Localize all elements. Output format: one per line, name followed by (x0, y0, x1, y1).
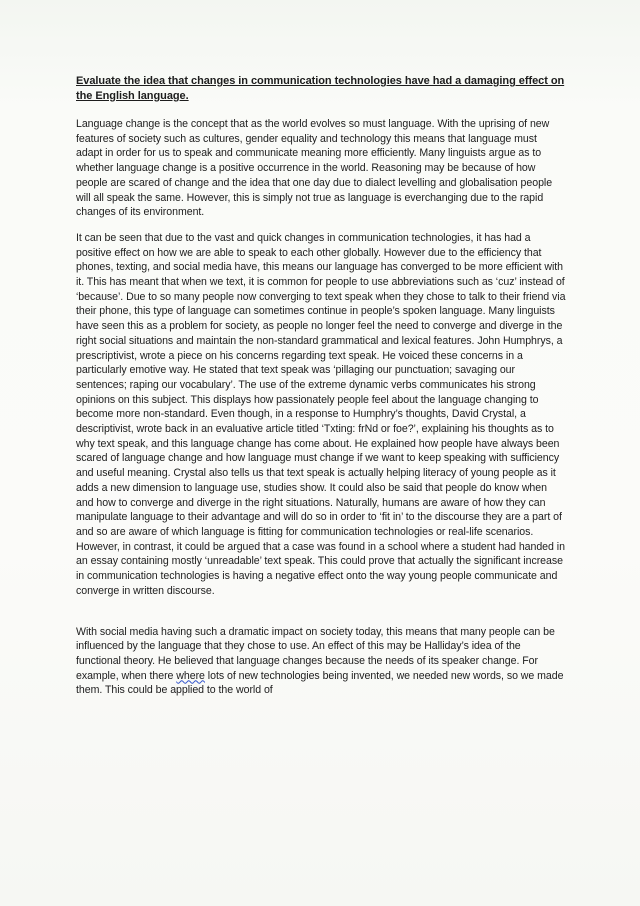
spellcheck-flagged-word: where (176, 669, 205, 682)
paragraph-1: Language change is the concept that as the world evolves so must language. With the uprising of new features of society such as cultures, gender equality and technology this means that language must adapt in order for us to speak and communicate meaning more efficiently. Many linguists argue as to whether language change is a positive occurrence in the world. Reasoning may be because of how people are scared of change and the idea that one day due to dialect levelling and globalisation people will all speak the same. However, this is simply not true as language is everchanging due to the rapid changes of its environment. (76, 118, 553, 219)
paragraph-2: It can be seen that due to the vast and quick changes in communication technologies, it has had a positive effect on how we are able to speak to each other globally. However due to the efficiency that phones, texting, and social media have, this means our language has converged to be more efficient with it. This has meant that when we text, it is common for people to use abbreviations such as ‘cuz’ instead of ‘because’. Due to so many people now converging to text speak when they chose to talk to their friend via their phone, this type of language can sometimes continue in people’s spoken language. Many linguists have seen this as a problem for society, as people no longer feel the need to converge and diverge in the right social situations and maintain the non-standard grammatical and lexical features. John Humphrys, a prescriptivist, wrote a piece on his concerns regarding text speak. He voiced these concerns in a particularly emotive way. He stated that text speak was ‘pillaging our punctuation; savaging our sentences; raping our vocabulary’. The use of the extreme dynamic verbs communicates his strong opinions on this subject. This displays how passionately people feel about the language changing to become more non-standard. Even though, in a response to Humphry’s thoughts, David Crystal, a descriptivist, wrote back in an evaluative article titled ‘Txting: frNd or foe?’, explaining his thoughts as to why text speak, and this language change has come about. He explained how people have always been scared of language change and how language must change if we want to keep speaking with sufficiency and useful meaning. Crystal also tells us that text speak is actually helping literacy of young people as it adds a new dimension to language use, studies show. It could also be said that people do know when and how to converge and diverge in the right situations. Naturally, humans are aware of how they can manipulate language to their advantage and will do so in order to ‘fit in’ to the discourse they are a part of and so are aware of which language is fitting for communication technologies or real-life scenarios. However, in contrast, it could be argued that a case was found in a school where a student had handed in an essay containing mostly ‘unreadable’ text speak. This could prove that actually the significant increase in communication technologies is having a negative effect onto the way young people communicate and converge in written discourse. (76, 231, 566, 597)
paragraph-3 (76, 625, 566, 699)
essay-document (76, 74, 566, 709)
paragraph-3-text-end: lots of new technologies being invented, we needed new words, so we made them. This could be applied to the world of (76, 669, 564, 697)
essay-title: Evaluate the idea that changes in communication technologies have had a damaging effect on the English language. (76, 75, 565, 102)
paragraph-3-text-start: With social media having such a dramatic impact on society today, this means that many people can be influenced by the language that they chose to use. An effect of this may be Halliday’s idea of the functional theory. He believed that language changes because the needs of its speaker change. For example, when there (76, 625, 555, 682)
